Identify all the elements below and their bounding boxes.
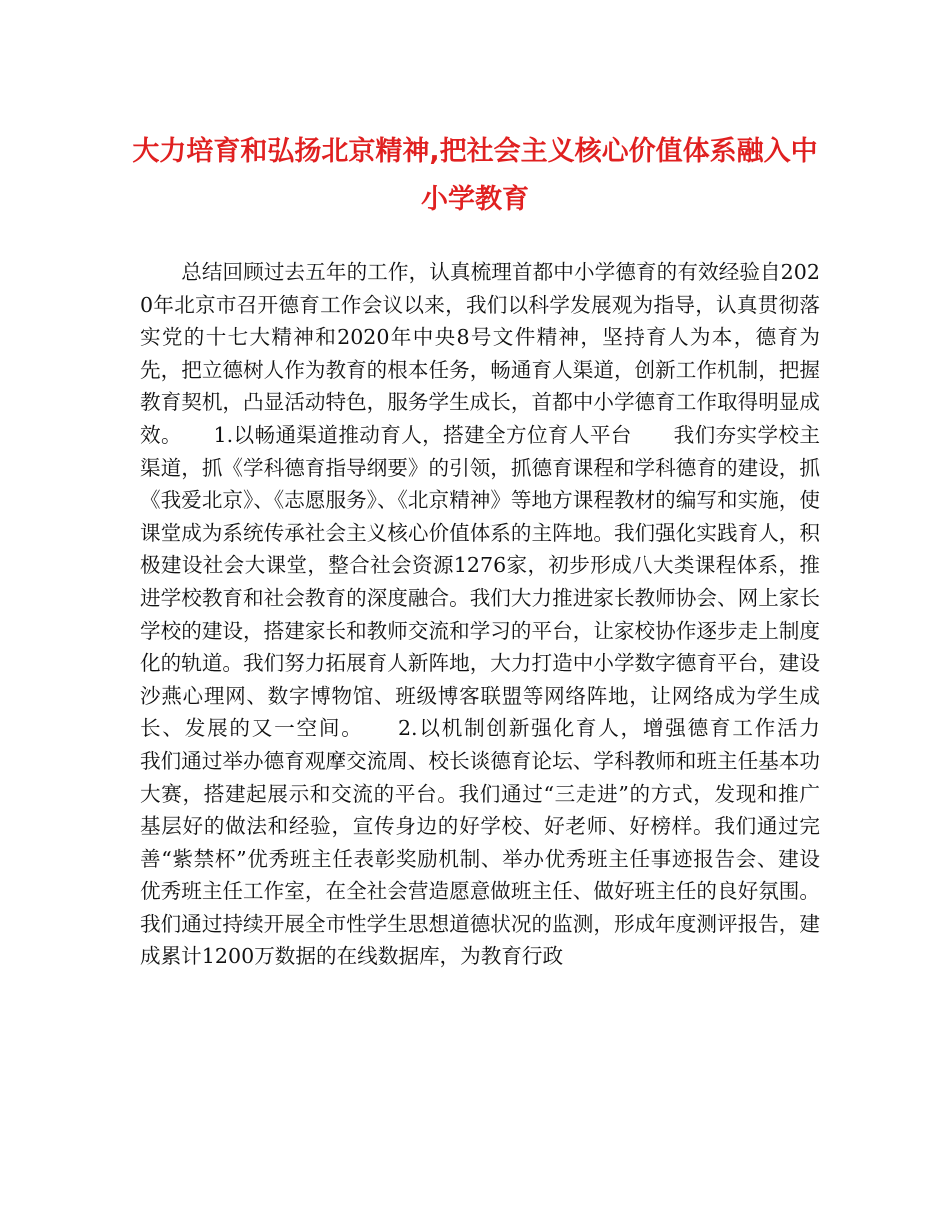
document-body: 总结回顾过去五年的工作，认真梳理首都中小学德育的有效经验自2020年北京市召开德育工作会议以来，我们以科学发展观为指导，认真贯彻落实党的十七大精神和2020年中央8号文件精神，坚持育人为本，德育为先，把立德树人作为教育的根本任务，畅通育人渠道，创新工作机制，把握教育契机，凸显活动特色，服务学生成长，首都中小学德育工作取得明显成效。 1.以畅通渠道推动育人，搭建全方位育人平台 我们夯实学校主渠道，抓《学科德育指导纲要》的引领，抓德育课程和学科德育的建设，抓《我爱北京》、《志愿服务》、《北京精神》等地方课程教材的编写和实施，使课堂成为系统传承社会主义核心价值体系的主阵地。我们强化实践育人，积极建设社会大课堂，整合社会资源1276家，初步形成八大类课程体系，推进学校教育和社会教育的深度融合。我们大力推进家长教师协会、网上家长学校的建设，搭建家长和教师交流和学习的平台，让家校协作逐步走上制度化的轨道。我们努力拓展育人新阵地，大力打造中小学数字德育平台，建设沙燕心理网、数字博物馆、班级博客联盟等网络阵地，让网络成为学生成长、发展的又一空间。 2.以机制创新强化育人，增强德育工作活力 我们通过举办德育观摩交流周、校长谈德育论坛、学科教师和班主任基本功大赛，搭建起展示和交流的平台。我们通过“三走进”的方式，发现和推广基层好的做法和经验，宣传身边的好学校、好老师、好榜样。我们通过完善“紫禁杯”优秀班主任表彰奖励机制、举办优秀班主任事迹报告会、建设优秀班主任工作室，在全社会营造愿意做班主任、做好班主任的良好氛围。我们通过持续开展全市性学生思想道德状况的监测，形成年度测评报告，建成累计1200万数据的在线数据库，为教育行政: [140, 260, 862, 969]
document-title: 大力培育和弘扬北京精神,把社会主义核心价值体系融入中小学教育: [132, 136, 818, 215]
